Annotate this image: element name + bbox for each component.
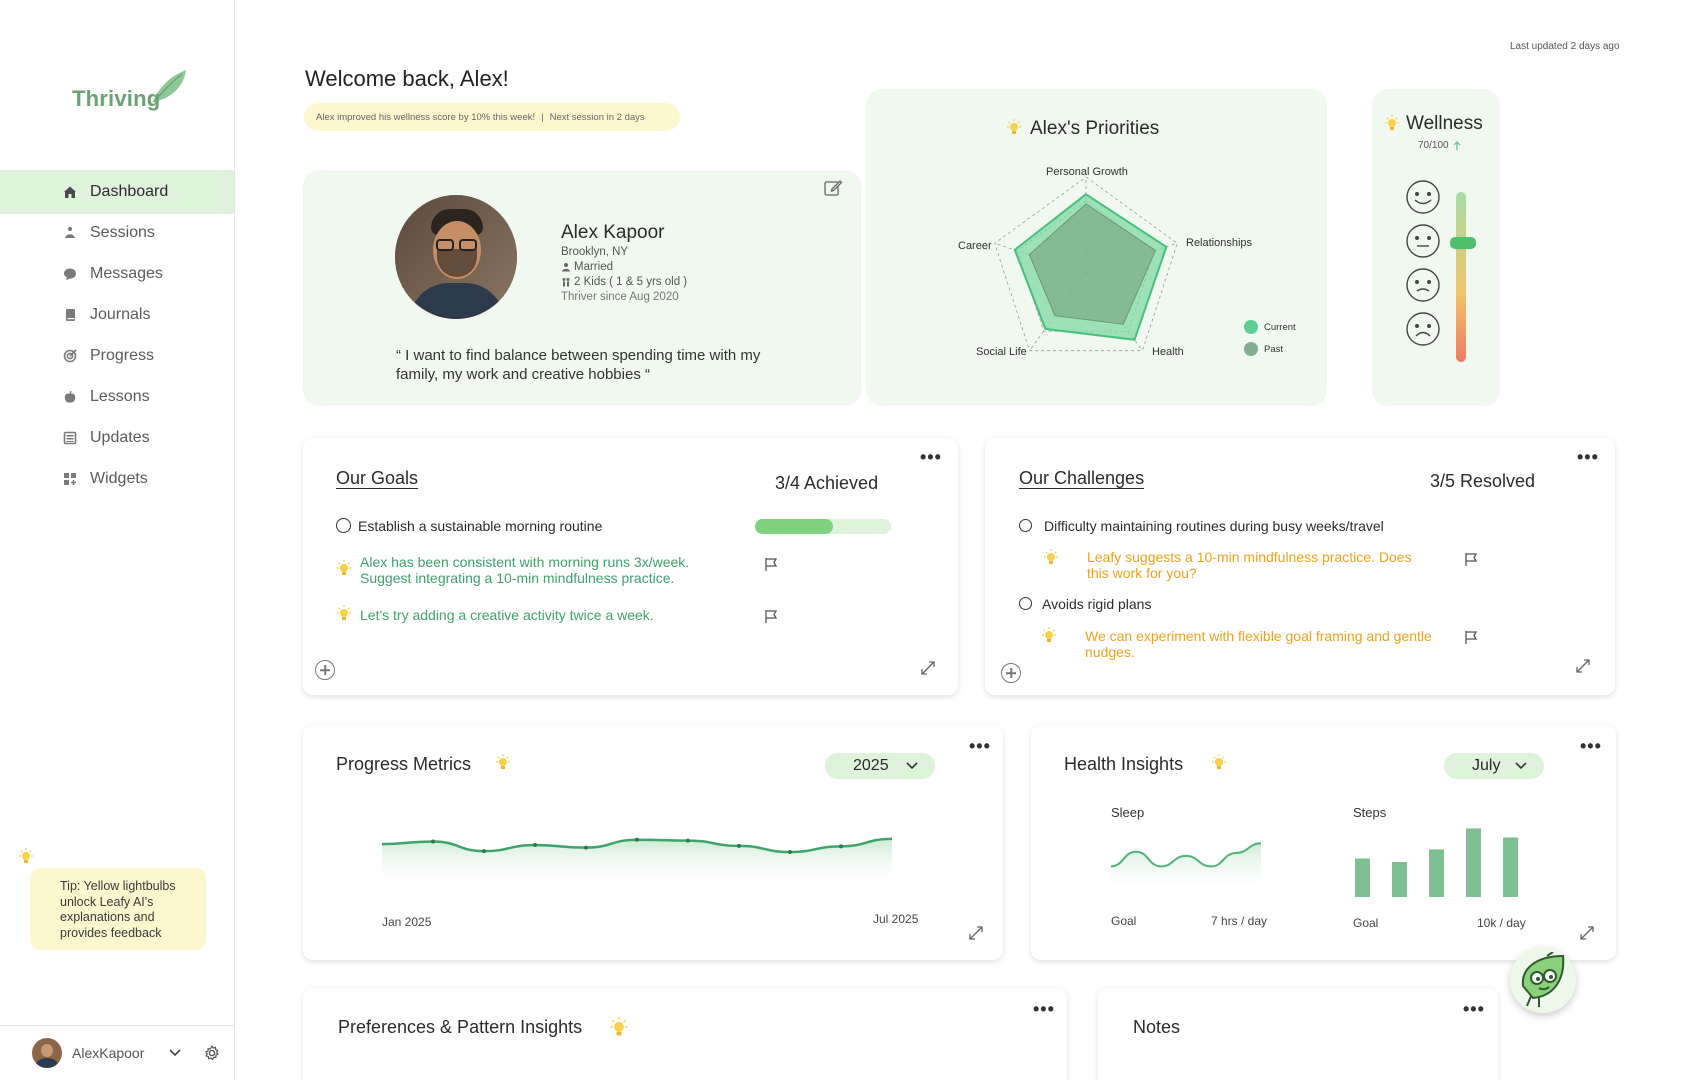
more-options-button[interactable]: ••• bbox=[1463, 999, 1485, 1019]
challenges-resolved: 3/5 Resolved bbox=[1430, 471, 1536, 491]
sleep-area-chart bbox=[1111, 833, 1271, 893]
preferences-title: Preferences & Pattern Insights bbox=[338, 1017, 583, 1037]
lightbulb-icon[interactable] bbox=[336, 560, 352, 578]
progress-point bbox=[686, 839, 690, 843]
priorities-radar-chart bbox=[956, 169, 1216, 369]
sad-face-icon[interactable] bbox=[1407, 269, 1439, 301]
lightbulb-icon[interactable] bbox=[1006, 119, 1022, 137]
sidebar-item-progress[interactable] bbox=[0, 334, 234, 378]
progress-point bbox=[839, 844, 843, 848]
wellness-score-value: 70/100 bbox=[1418, 140, 1449, 151]
flag-icon[interactable] bbox=[763, 608, 779, 624]
sidebar-item-label: Sessions bbox=[90, 224, 155, 241]
journal-icon bbox=[62, 307, 78, 323]
goal-ai-suggestion-2: Let's try adding a creative activity twice a week. bbox=[360, 607, 654, 623]
lightbulb-icon[interactable] bbox=[1211, 754, 1227, 772]
lightbulb-icon[interactable] bbox=[1041, 627, 1057, 645]
goals-title[interactable]: Our Goals bbox=[336, 468, 419, 488]
legend-past-swatch bbox=[1244, 342, 1258, 356]
add-goal-button[interactable] bbox=[315, 660, 335, 680]
avatar[interactable] bbox=[32, 1038, 62, 1068]
preferences-card bbox=[303, 988, 1067, 1080]
legend-past-label: Past bbox=[1264, 344, 1284, 355]
neutral-face-icon[interactable] bbox=[1407, 225, 1439, 257]
progress-line-chart bbox=[378, 815, 928, 885]
radar-axis-career: Career bbox=[958, 240, 992, 252]
steps-goal-value: 10k / day bbox=[1477, 916, 1526, 930]
goal-progress-bar bbox=[755, 519, 891, 534]
last-updated: Last updated 2 days ago bbox=[1510, 41, 1620, 52]
profile-kids bbox=[561, 276, 687, 288]
legend-current-swatch bbox=[1244, 320, 1258, 334]
app-logo[interactable] bbox=[70, 68, 180, 116]
goals-card bbox=[303, 438, 958, 695]
radar-axis-health: Health bbox=[1152, 346, 1184, 358]
challenge-item-2: Avoids rigid plans bbox=[1042, 596, 1152, 612]
expand-icon[interactable] bbox=[920, 660, 936, 676]
home-icon bbox=[62, 184, 78, 200]
goal-progress-fill bbox=[755, 519, 833, 534]
sidebar-item-label: Progress bbox=[90, 347, 155, 364]
steps-bar bbox=[1503, 838, 1518, 898]
progress-point bbox=[584, 846, 588, 850]
profile-location: Brooklyn, NY bbox=[561, 246, 629, 258]
leafy-mascot-icon bbox=[1517, 952, 1569, 1008]
sidebar-item-label: Updates bbox=[90, 429, 150, 446]
very-sad-face-icon[interactable] bbox=[1407, 313, 1439, 345]
more-options-button[interactable]: ••• bbox=[1577, 447, 1599, 467]
month-select-value: July bbox=[1472, 757, 1501, 774]
steps-goal-label: Goal bbox=[1353, 916, 1379, 930]
add-challenge-button[interactable] bbox=[1001, 663, 1021, 683]
priorities-card bbox=[866, 89, 1327, 406]
expand-icon[interactable] bbox=[968, 925, 984, 941]
arrow-up-icon bbox=[1453, 141, 1461, 151]
user-name: AlexKapoor bbox=[72, 1045, 145, 1061]
family-icon bbox=[561, 277, 571, 287]
profile-photo bbox=[395, 195, 517, 319]
more-options-button[interactable]: ••• bbox=[1033, 999, 1055, 1019]
sidebar-item-lessons[interactable] bbox=[0, 375, 234, 419]
steps-bar bbox=[1355, 859, 1370, 898]
chevron-down-icon[interactable] bbox=[168, 1048, 182, 1058]
expand-icon[interactable] bbox=[1575, 658, 1591, 674]
sidebar-item-label: Lessons bbox=[90, 388, 150, 405]
sidebar-item-messages[interactable] bbox=[0, 252, 234, 296]
profile-since: Thriver since Aug 2020 bbox=[561, 291, 679, 303]
person-icon bbox=[561, 262, 571, 272]
challenge-item: Difficulty maintaining routines during busy weeks/travel bbox=[1044, 518, 1384, 534]
gear-icon[interactable] bbox=[204, 1045, 220, 1061]
notes-card bbox=[1098, 988, 1498, 1080]
sidebar-item-label: Journals bbox=[90, 306, 151, 323]
sleep-label: Sleep bbox=[1111, 805, 1145, 820]
lightbulb-icon[interactable] bbox=[609, 1017, 629, 1039]
wellness-score bbox=[1418, 140, 1461, 151]
app-name: Thriving bbox=[72, 86, 161, 111]
sidebar-item-sessions[interactable] bbox=[0, 211, 234, 255]
lightbulb-icon[interactable] bbox=[1043, 549, 1059, 567]
sidebar-item-dashboard[interactable] bbox=[0, 170, 234, 214]
progress-point bbox=[533, 843, 537, 847]
profile-kids-label: 2 Kids ( 1 & 5 yrs old ) bbox=[574, 276, 688, 288]
steps-bar bbox=[1392, 862, 1407, 897]
sidebar-item-widgets[interactable] bbox=[0, 457, 234, 501]
very-happy-face-icon[interactable] bbox=[1407, 181, 1439, 213]
steps-bar bbox=[1466, 828, 1481, 897]
lightbulb-icon[interactable] bbox=[1384, 115, 1400, 133]
challenges-card bbox=[985, 438, 1615, 695]
challenges-title[interactable]: Our Challenges bbox=[1019, 468, 1145, 488]
message-icon bbox=[62, 266, 78, 282]
sleep-area bbox=[1111, 843, 1261, 893]
radar-axis-social-life: Social Life bbox=[976, 346, 1027, 358]
news-icon bbox=[62, 430, 78, 446]
wellness-title: Wellness bbox=[1406, 113, 1483, 134]
profile-quote: “ I want to find balance between spending time with my family, my work and creative hobbies “ bbox=[396, 347, 761, 383]
sidebar-item-label: Messages bbox=[90, 265, 163, 282]
progress-metrics-card bbox=[303, 725, 1003, 960]
chevron-down-icon bbox=[905, 761, 919, 771]
flag-icon[interactable] bbox=[763, 556, 779, 572]
goal-checkbox[interactable] bbox=[336, 518, 351, 533]
challenge-ai-suggestion-2: We can experiment with flexible goal framing and gentle nudges. bbox=[1085, 628, 1432, 660]
progress-point bbox=[737, 844, 741, 848]
widgets-icon bbox=[62, 471, 78, 487]
year-select-value: 2025 bbox=[853, 757, 889, 774]
priorities-title: Alex's Priorities bbox=[1030, 118, 1160, 139]
goal-ai-suggestion: Alex has been consistent with morning runs 3x/week. Suggest integrating a 10-min mindfulness practice. bbox=[360, 554, 690, 586]
progress-point bbox=[431, 839, 435, 843]
sidebar-item-label: Widgets bbox=[90, 470, 148, 487]
sleep-goal-label: Goal bbox=[1111, 914, 1137, 928]
health-insights-card bbox=[1031, 725, 1616, 960]
wellness-card bbox=[1372, 89, 1500, 406]
progress-end-label: Jul 2025 bbox=[873, 912, 919, 926]
mood-faces bbox=[1405, 179, 1441, 349]
more-options-button[interactable]: ••• bbox=[920, 447, 942, 467]
user-menu[interactable] bbox=[0, 1025, 234, 1080]
challenge-checkbox[interactable] bbox=[1019, 597, 1032, 610]
page-title: Welcome back, Alex! bbox=[305, 66, 509, 91]
chevron-down-icon bbox=[1514, 761, 1528, 771]
progress-metrics-title: Progress Metrics bbox=[336, 754, 472, 774]
sleep-goal-value: 7 hrs / day bbox=[1211, 914, 1268, 928]
progress-point bbox=[788, 850, 792, 854]
progress-point bbox=[635, 838, 639, 842]
radar-axis-personal-growth: Personal Growth bbox=[1046, 166, 1128, 178]
sidebar bbox=[0, 0, 235, 1080]
progress-point bbox=[482, 849, 486, 853]
profile-name: Alex Kapoor bbox=[561, 222, 665, 243]
sidebar-item-journals[interactable] bbox=[0, 293, 234, 337]
radar-axis-relationships: Relationships bbox=[1186, 237, 1253, 249]
challenge-ai-suggestion: Leafy suggests a 10-min mindfulness practice. Does this work for you? bbox=[1087, 549, 1412, 581]
lightbulb-icon[interactable] bbox=[495, 754, 511, 772]
steps-label: Steps bbox=[1353, 805, 1387, 820]
notes-title: Notes bbox=[1133, 1017, 1181, 1037]
goal-item: Establish a sustainable morning routine bbox=[358, 518, 603, 534]
sidebar-item-updates[interactable] bbox=[0, 416, 234, 460]
year-select[interactable] bbox=[825, 753, 935, 779]
progress-start-label: Jan 2025 bbox=[382, 915, 432, 929]
target-icon bbox=[62, 348, 78, 364]
lightbulb-icon[interactable] bbox=[336, 605, 352, 623]
profile-status bbox=[561, 261, 613, 273]
leafy-assistant-button[interactable] bbox=[1510, 947, 1576, 1013]
sessions-icon bbox=[62, 225, 78, 241]
weekly-summary-banner bbox=[304, 103, 680, 131]
edit-icon[interactable] bbox=[823, 178, 843, 198]
profile-status-label: Married bbox=[574, 261, 613, 273]
flag-icon[interactable] bbox=[1463, 551, 1479, 567]
sidebar-item-label: Dashboard bbox=[90, 183, 169, 200]
steps-bar-chart bbox=[1353, 825, 1533, 905]
challenge-checkbox[interactable] bbox=[1019, 519, 1032, 532]
apple-icon bbox=[62, 389, 78, 405]
goals-achieved: 3/4 Achieved bbox=[775, 473, 879, 493]
steps-bar bbox=[1429, 849, 1444, 897]
wellness-slider-thumb[interactable] bbox=[1450, 237, 1476, 249]
month-select[interactable] bbox=[1444, 753, 1544, 779]
flag-icon[interactable] bbox=[1463, 629, 1479, 645]
leafy-tip: Tip: Yellow lightbulbs unlock Leafy AI's explanations and provides feedback bbox=[30, 868, 206, 950]
lightbulb-icon[interactable] bbox=[18, 848, 34, 866]
summary-separator: | bbox=[541, 111, 544, 123]
summary-score-text: Alex improved his wellness score by 10% this week! bbox=[316, 111, 536, 123]
profile-card bbox=[303, 170, 861, 406]
more-options-button[interactable]: ••• bbox=[969, 736, 991, 756]
legend-current-label: Current bbox=[1264, 322, 1296, 333]
expand-icon[interactable] bbox=[1579, 925, 1595, 941]
more-options-button[interactable]: ••• bbox=[1580, 736, 1602, 756]
wellness-slider-track[interactable] bbox=[1456, 192, 1466, 362]
summary-session-text: Next session in 2 days bbox=[549, 111, 645, 123]
health-insights-title: Health Insights bbox=[1064, 754, 1184, 774]
